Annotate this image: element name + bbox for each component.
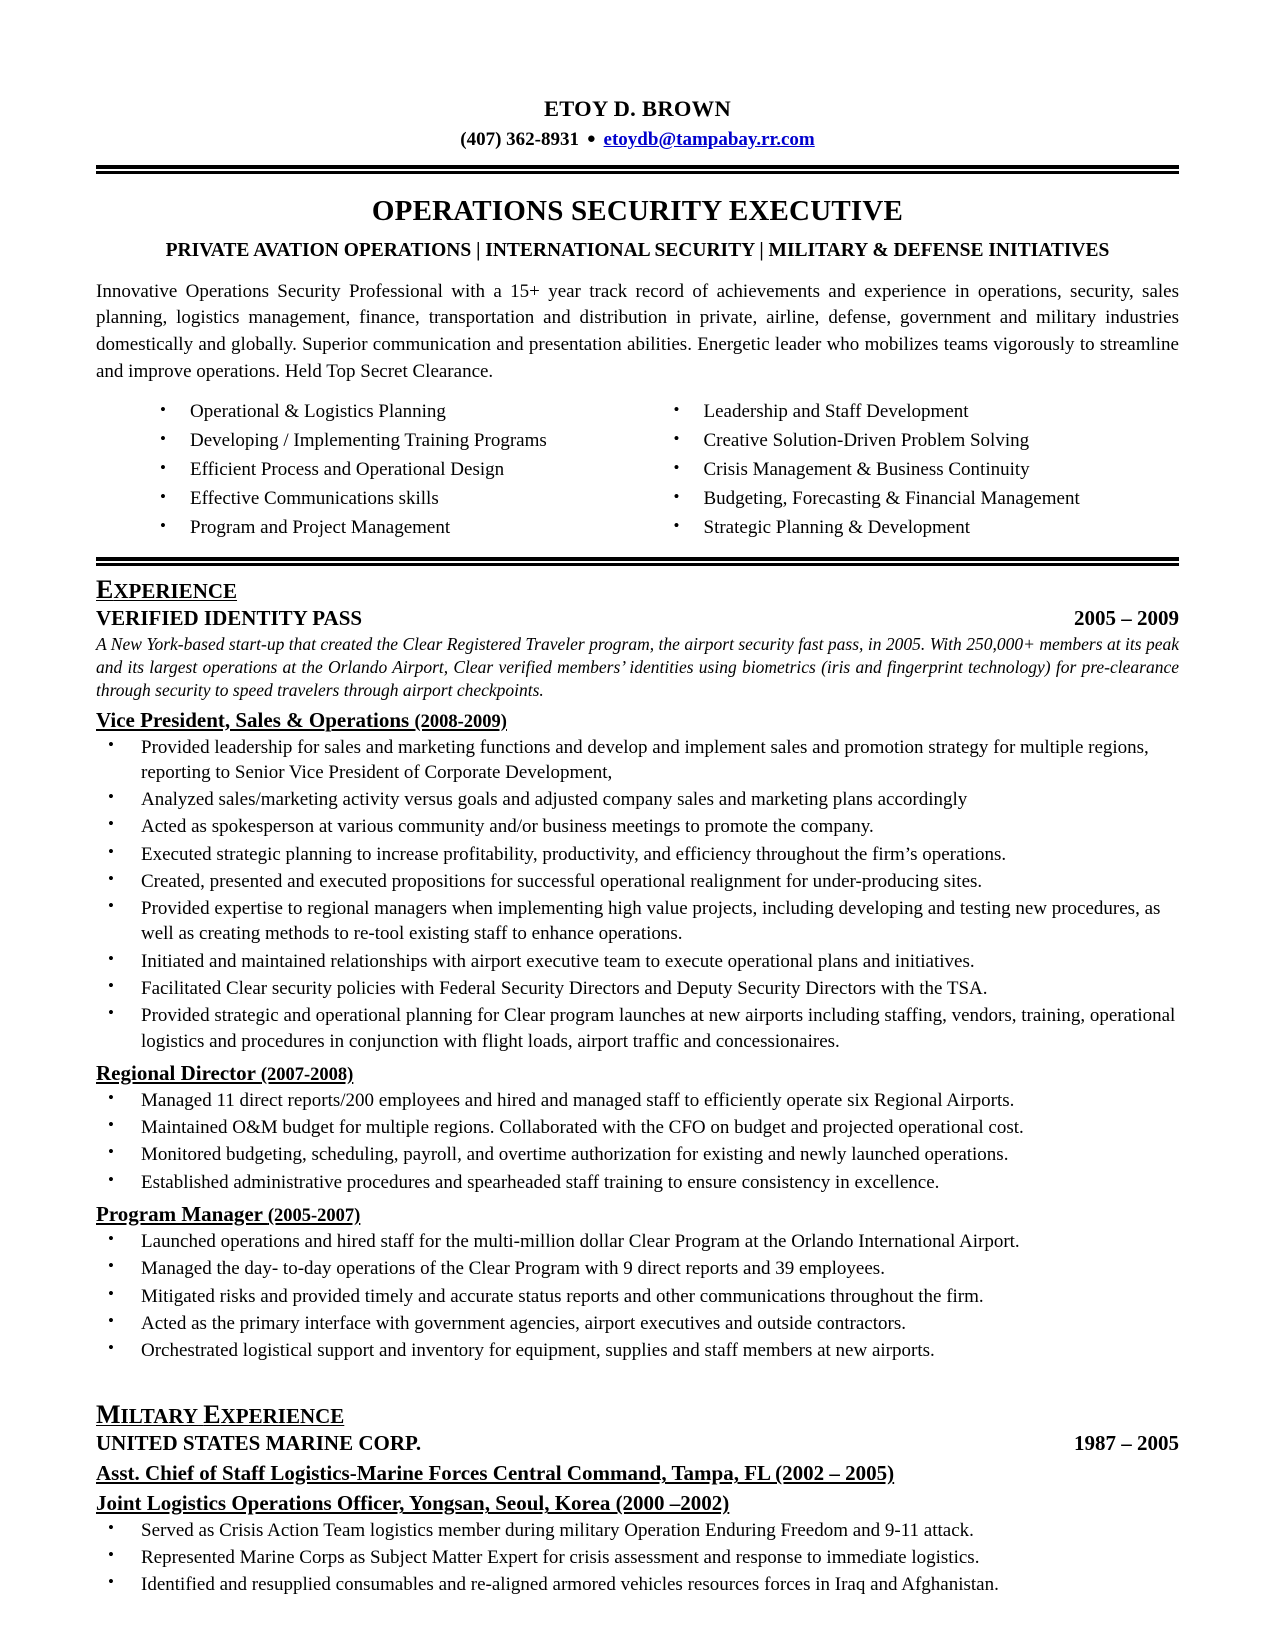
skill-item: • Developing / Implementing Training Programs	[152, 429, 638, 453]
role-title	[96, 1201, 360, 1228]
email-link[interactable]: etoydb@tampabay.rr.com	[603, 128, 815, 150]
bullet-item: • Identified and resupplied consumables and re-aligned armored vehicles resources forces in Iraq and Afghanistan.	[96, 1572, 1179, 1597]
bullet-item: • Served as Crisis Action Team logistics member during military Operation Enduring Freedom and 9-11 attack.	[96, 1518, 1179, 1543]
role-block	[96, 703, 1179, 1054]
military-role-title: Asst. Chief of Staff Logistics-Marine Forces Central Command, Tampa, FL (2002 – 2005)	[96, 1461, 895, 1486]
role-bullets	[96, 735, 1179, 1054]
skills-column-left	[96, 400, 638, 544]
experience-heading	[96, 576, 237, 605]
role-bullets	[96, 1088, 1179, 1195]
candidate-name: ETOY D. BROWN	[543, 96, 732, 121]
role-title-text: Regional Director	[96, 1060, 261, 1085]
military-heading-rest-1: ILTARY	[120, 1404, 199, 1429]
bullet-item: • Orchestrated logistical support and inventory for equipment, supplies and staff members at new airports.	[96, 1338, 1179, 1363]
bullet-item: • Analyzed sales/marketing activity versus goals and adjusted company sales and marketing plans accordingly	[96, 787, 1179, 812]
employer-dates: 2005 – 2009	[1074, 606, 1179, 631]
experience-heading-initial: E	[96, 575, 114, 605]
military-heading-initial-1: M	[96, 1400, 121, 1430]
professional-summary: Innovative Operations Security Professional with a 15+ year track record of achievements and experience in operations, security, sales planning, logistics management, finance, transportation and distribution in private, airline, defense, government and military industries domestically and globally. Superior communication and presentation abilities. Energetic leader who mobilizes teams vigorously to streamline and improve operations. Held Top Secret Clearance.	[96, 280, 1179, 383]
employer-name: VERIFIED IDENTITY PASS	[96, 606, 363, 631]
military-heading-initial-2: E	[203, 1400, 221, 1430]
skill-item: • Strategic Planning & Development	[666, 516, 1180, 540]
role-title-text: Vice President, Sales & Operations	[96, 707, 415, 732]
bullet-item: • Represented Marine Corps as Subject Matter Expert for crisis assessment and response to immediate logistics.	[96, 1545, 1179, 1570]
bullet-item: • Initiated and maintained relationships with airport executive team to execute operational plans and initiatives.	[96, 949, 1179, 974]
skill-item: • Efficient Process and Operational Design	[152, 458, 638, 482]
military-employer-name: UNITED STATES MARINE CORP.	[96, 1431, 422, 1456]
bullet-item: • Mitigated risks and provided timely and accurate status reports and other communications throughout the firm.	[96, 1284, 1179, 1309]
phone-number: (407) 362-8931	[460, 128, 579, 150]
bullet-item: • Provided expertise to regional managers when implementing high value projects, including developing and testing new procedures, as well as creating methods to re-tool existing staff to enhance operations.	[96, 896, 1179, 947]
role-title-text: Program Manager	[96, 1202, 268, 1226]
employer-row	[96, 606, 1179, 631]
role-title	[96, 1060, 353, 1087]
role-years: (2005-2007)	[267, 1206, 361, 1226]
core-competencies	[96, 400, 1179, 544]
skill-item: • Operational & Logistics Planning	[152, 400, 638, 424]
resume-header	[96, 96, 1179, 152]
role-years: (2007-2008)	[260, 1064, 354, 1085]
military-experience-section	[96, 1391, 1179, 1597]
bullet-item: • Provided leadership for sales and marketing functions and develop and implement sales and promotion strategy for multiple regions, reporting to Senior Vice President of Corporate Development,	[96, 735, 1179, 786]
skill-item: • Leadership and Staff Development	[666, 400, 1180, 424]
bullet-item: • Maintained O&M budget for multiple regions. Collaborated with the CFO on budget and projected operational cost.	[96, 1115, 1179, 1140]
bullet-item: • Acted as the primary interface with government agencies, airport executives and outside contractors.	[96, 1311, 1179, 1336]
bullet-item: • Monitored budgeting, scheduling, payroll, and overtime authorization for existing and newly launched operations.	[96, 1142, 1179, 1167]
bullet-item: • Facilitated Clear security policies with Federal Security Directors and Deputy Security Directors with the TSA.	[96, 976, 1179, 1001]
section-spacer	[96, 1365, 1179, 1391]
specialties-line: PRIVATE AVATION OPERATIONS | INTERNATIONAL SECURITY | MILITARY & DEFENSE INITIATIVES	[165, 240, 1110, 262]
military-bullets	[96, 1518, 1179, 1598]
employer-description: A New York-based start-up that created the Clear Registered Traveler program, the airport security fast pass, in 2005. With 250,000+ members at its peak and its largest operations at the Orlando Airport, Clear verified members’ identities using biometrics (iris and fingerprint technology) for pre-clearance through security to speed travelers through airport checkpoints.	[96, 634, 1179, 701]
role-title	[96, 707, 507, 734]
military-employer-dates: 1987 – 2005	[1074, 1431, 1179, 1456]
role-bullets	[96, 1229, 1179, 1363]
bullet-item: • Managed 11 direct reports/200 employees and hired and managed staff to efficiently operate six Regional Airports.	[96, 1088, 1179, 1113]
military-role-title: Joint Logistics Operations Officer, Yongsan, Seoul, Korea (2000 –2002)	[96, 1491, 730, 1516]
skills-column-right	[638, 400, 1180, 544]
experience-section	[96, 566, 1179, 1363]
bullet-item: • Executed strategic planning to increase profitability, productivity, and efficiency throughout the firm’s operations.	[96, 842, 1179, 867]
header-divider	[96, 165, 1179, 174]
experience-heading-rest: XPERIENCE	[113, 579, 238, 604]
bullet-item: • Managed the day- to-day operations of the Clear Program with 9 direct reports and 39 employees.	[96, 1256, 1179, 1281]
military-heading-rest-2: XPERIENCE	[220, 1404, 345, 1429]
bullet-separator-icon: ●	[586, 130, 596, 147]
bullet-item: • Launched operations and hired staff for the multi-million dollar Clear Program at the Orlando International Airport.	[96, 1229, 1179, 1254]
skill-item: • Crisis Management & Business Continuity	[666, 458, 1180, 482]
skill-item: • Effective Communications skills	[152, 487, 638, 511]
role-block	[96, 1056, 1179, 1195]
role-block	[96, 1197, 1179, 1363]
experience-divider	[96, 557, 1179, 566]
skill-item: • Program and Project Management	[152, 516, 638, 540]
role-years: (2008-2009)	[414, 711, 507, 732]
military-heading	[96, 1401, 344, 1430]
bullet-item: • Created, presented and executed propositions for successful operational realignment for under-producing sites.	[96, 869, 1179, 894]
military-employer-row	[96, 1431, 1179, 1456]
target-title: OPERATIONS SECURITY EXECUTIVE	[371, 195, 904, 228]
skill-item: • Budgeting, Forecasting & Financial Management	[666, 487, 1180, 511]
contact-line	[96, 127, 1179, 153]
bullet-item: • Provided strategic and operational planning for Clear program launches at new airports including staffing, vendors, training, operational logistics and procedures in conjunction with flight loads, airport traffic and concessionaires.	[96, 1003, 1179, 1054]
bullet-item: • Acted as spokesperson at various community and/or business meetings to promote the company.	[96, 814, 1179, 839]
skill-item: • Creative Solution-Driven Problem Solving	[666, 429, 1180, 453]
bullet-item: • Established administrative procedures and spearheaded staff training to ensure consistency in excellence.	[96, 1170, 1179, 1195]
